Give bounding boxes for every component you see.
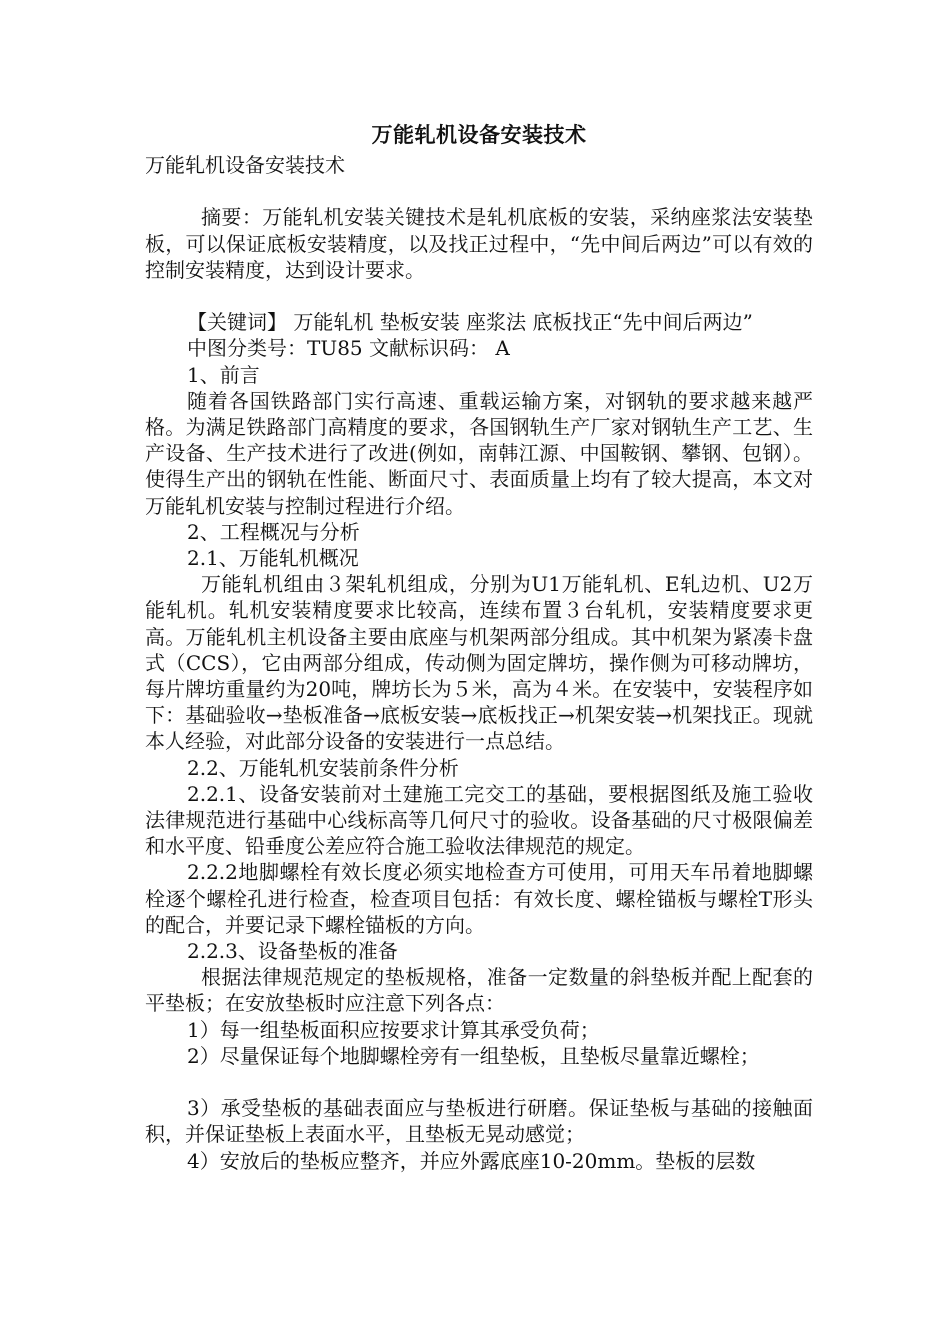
- section-2-1-body: 万能轧机组由３架轧机组成，分别为U1万能轧机、E轧边机、U2万能轧机。轧机安装精度要求比较高，连续布置３台轧机，安装精度要求更高。万能轧机主机设备主要由底座与机架两部分组成。其中机架为紧凑卡盘式（CCS），它由两部分组成，传动侧为固定牌坊，操作侧为可移动牌坊，每片牌坊重量约为20吨，牌坊长为５米，高为４米。在安装中，安装程序如下：基础验收→垫板准备→底板安装→底板找正→机架安装→机架找正。现就本人经验，对此部分设备的安装进行一点总结。: [145, 572, 813, 754]
- section-1-heading: 1、前言: [187, 362, 260, 387]
- document-title: 万能轧机设备安装技术: [371, 122, 587, 147]
- section-2-2-1-body: 2.2.1、设备安装前对土建施工完交工的基础，要根据图纸及施工验收法律规范进行基础中心线标高等几何尺寸的验收。设备基础的尺寸极限偏差和水平度、铅垂度公差应符合施工验收法律规范的规定。: [145, 781, 813, 859]
- section-2-2-heading: 2.2、万能轧机安装前条件分析: [187, 755, 459, 780]
- classification-line: 中图分类号：TU85 文献标识码： A: [187, 336, 510, 361]
- section-2-2-3-body: 根据法律规范规定的垫板规格，准备一定数量的斜垫板并配上配套的平垫板；在安放垫板时应注意下列各点：: [145, 965, 813, 1016]
- document-subtitle: 万能轧机设备安装技术: [145, 153, 345, 177]
- list-item: 2）尽量保证每个地脚螺栓旁有一组垫板，且垫板尽量靠近螺栓；: [187, 1043, 760, 1068]
- blank-line: [145, 1069, 813, 1095]
- keywords-paragraph: 【关键词】 万能轧机 垫板安装 座浆法 底板找正“先中间后两边”: [187, 310, 753, 335]
- blank-line: [145, 283, 813, 309]
- list-item: 4）安放后的垫板应整齐，并应外露底座10-20mm。垫板的层数: [187, 1148, 756, 1173]
- list-item: 3）承受垫板的基础表面应与垫板进行研磨。保证垫板与基础的接触面积，并保证垫板上表面水平，且垫板无晃动感觉；: [145, 1096, 813, 1147]
- section-2-1-heading: 2.1、万能轧机概况: [187, 546, 359, 571]
- document-page: [145, 118, 813, 1174]
- list-item: 1）每一组垫板面积应按要求计算其承受负荷；: [187, 1017, 600, 1042]
- blank-line: [145, 178, 813, 204]
- abstract-paragraph: 摘要：万能轧机安装关键技术是轧机底板的安装，采纳座浆法安装垫板，可以保证底板安装精度，以及找正过程中，“先中间后两边”可以有效的控制安装精度，达到设计要求。: [145, 205, 813, 282]
- section-2-2-3-heading: 2.2.3、设备垫板的准备: [187, 939, 398, 964]
- section-2-heading: 2、工程概况与分析: [187, 519, 360, 544]
- section-1-body: 随着各国铁路部门实行高速、重载运输方案，对钢轨的要求越来越严格。为满足铁路部门高精度的要求，各国钢轨生产厂家对钢轨生产工艺、生产设备、生产技术进行了改进(例如，南韩江源、中国鞍钢、攀钢、包钢）。使得生产出的钢轨在性能、断面尺寸、表面质量上均有了较大提高，本文对万能轧机安装与控制过程进行介绍。: [145, 388, 813, 518]
- section-2-2-2-body: 2.2.2地脚螺栓有效长度必须实地检查方可使用，可用天车吊着地脚螺栓逐个螺栓孔进行检查，检查项目包括：有效长度、螺栓锚板与螺栓T形头的配合，并要记录下螺栓锚板的方向。: [145, 860, 813, 937]
